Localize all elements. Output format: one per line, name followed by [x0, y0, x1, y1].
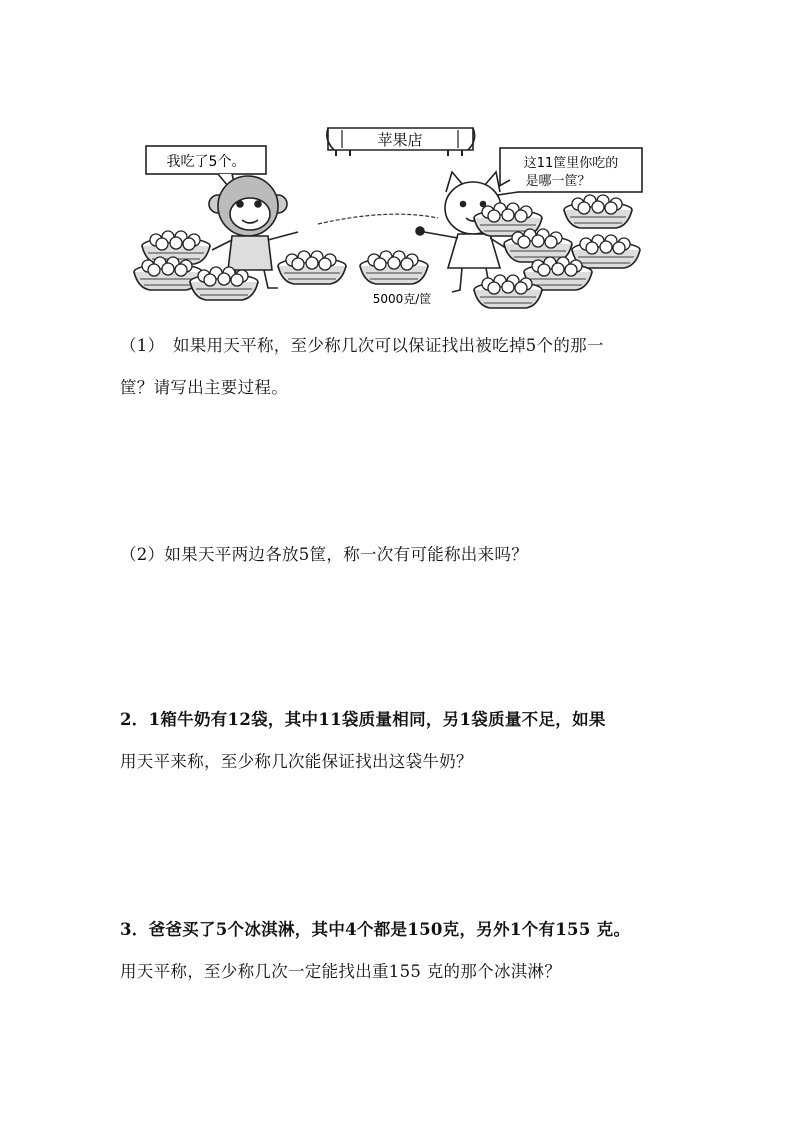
question-2-line-2: 用天平来称，至少称几次能保证找出这袋牛奶？ — [120, 752, 473, 771]
basket-weight-label: 5000克/筐 — [372, 292, 432, 306]
question-3-line-1: 3．爸爸买了5个冰淇淋，其中4个都是150克，另外1个有155 克。 — [120, 920, 631, 939]
cat-speech-text-line1: 这11筐里你吃的 — [523, 156, 619, 171]
question-1-part-1-line-1: （1） 如果用天平称，至少称几次可以保证找出被吃掉5个的那一 — [120, 336, 604, 355]
question-1-part-2: （2）如果天平两边各放5筐，称一次有可能称出来吗？ — [120, 545, 528, 564]
question-3-line-2: 用天平称，至少称几次一定能找出重155 克的那个冰淇淋？ — [120, 962, 562, 981]
monkey-speech-text: 我吃了5个。 — [166, 154, 246, 170]
question-2-line-1: 2．1箱牛奶有12袋，其中11袋质量相同，另1袋质量不足，如果 — [120, 710, 606, 729]
apple-shop-illustration — [128, 120, 648, 316]
question-1-part-1-line-2: 筐？请写出主要过程。 — [120, 378, 288, 397]
shop-sign-text: 苹果店 — [377, 131, 423, 149]
cat-speech-text-line2: 是哪一筐？ — [525, 174, 591, 189]
